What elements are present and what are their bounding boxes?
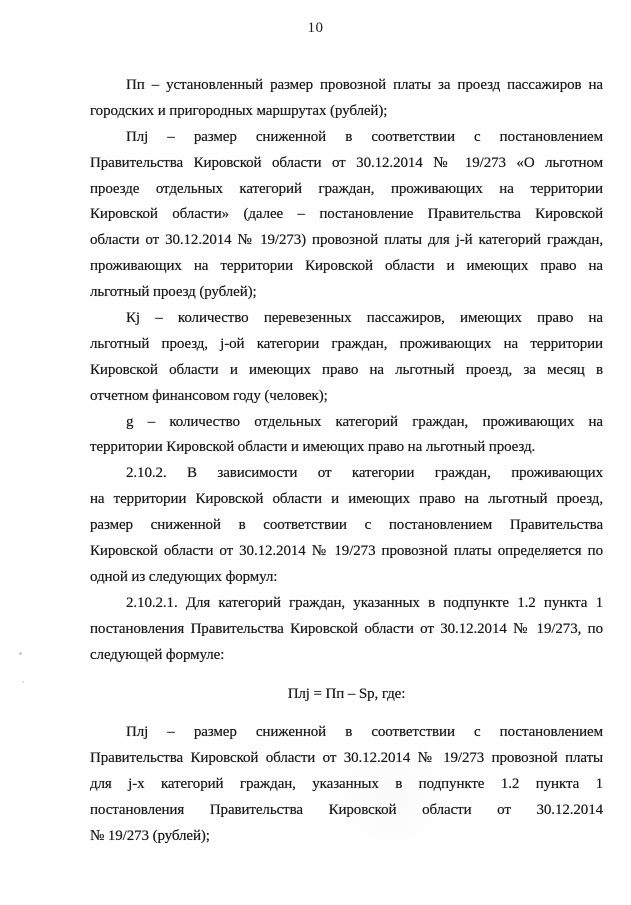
text-line: постановления Правительства Кировской области от 30.12.2014 [90, 802, 603, 819]
paragraph-2-10-2 [90, 461, 603, 590]
text-line: следующей формуле: [90, 646, 225, 663]
paragraph-2-10-2-1 [90, 591, 603, 669]
text-line: Кировской области от 30.12.2014 № 19/273 провозной платы определяется по [90, 543, 603, 560]
fare-formula: Плj = Пп – Sp, где: [287, 686, 406, 703]
text-line: g – количество отдельных категорий граждан, проживающих на [126, 413, 603, 430]
text-line: Кj – количество перевезенных пассажиров, имеющих право на [126, 310, 603, 327]
text-line: для j-х категорий граждан, указанных в подпункте 1.2 пункта 1 [90, 776, 603, 793]
scan-speck [19, 652, 22, 655]
scan-speck [22, 681, 24, 683]
text-line: Плj – размер сниженной в соответствии с постановлением [126, 128, 603, 145]
text-line: размер сниженной в соответствии с постановлением Правительства [90, 517, 603, 534]
text-line: отчетном финансовом году (человек); [90, 387, 328, 404]
text-line: городских и пригородных маршрутах (рублей); [90, 102, 388, 119]
text-line: Кировской области и имеющих право на льготный проезд, за месяц в [90, 361, 603, 378]
document-body [90, 73, 603, 850]
paragraph-g-definition [90, 410, 603, 462]
page-number: 10 [307, 20, 324, 36]
paragraph-pp-definition [90, 73, 603, 125]
text-line: Кировской области» (далее – постановление Правительства Кировской [90, 206, 603, 223]
text-line: проезде отдельных категорий граждан, проживающих на территории [90, 180, 603, 197]
text-line: № 19/273 (рублей); [90, 827, 210, 844]
text-line: на территории Кировской области и имеющих право на льготный проезд, [90, 491, 603, 508]
paragraph-plj-formula-definition [90, 720, 603, 849]
text-line: льготный проезд, j-ой категории граждан, проживающих на территории [90, 335, 603, 352]
text-line: области от 30.12.2014 № 19/273) провозной платы для j-й категорий граждан, [90, 232, 603, 249]
text-line: 2.10.2. В зависимости от категории граждан, проживающих [126, 465, 603, 482]
text-line: льготный проезд (рублей); [90, 284, 257, 301]
text-line: Плj – размер сниженной в соответствии с постановлением [126, 724, 603, 741]
text-line: Правительства Кировской области от 30.12.2014 № 19/273 «О льготном [90, 154, 603, 171]
paragraph-plj-definition [90, 125, 603, 306]
text-line: Правительства Кировской области от 30.12.2014 № 19/273 провозной платы [90, 750, 603, 767]
paragraph-kj-definition [90, 306, 603, 410]
text-line: 2.10.2.1. Для категорий граждан, указанных в подпункте 1.2 пункта 1 [126, 594, 603, 611]
text-line: Пп – установленный размер провозной платы за проезд пассажиров на [126, 77, 603, 93]
text-line: постановления Правительства Кировской области от 30.12.2014 № 19/273, по [90, 620, 603, 637]
text-line: территории Кировской области и имеющих право на льготный проезд. [90, 439, 536, 456]
text-line: одной из следующих формул: [90, 568, 278, 585]
text-line: проживающих на территории Кировской области и имеющих право на [90, 258, 603, 275]
